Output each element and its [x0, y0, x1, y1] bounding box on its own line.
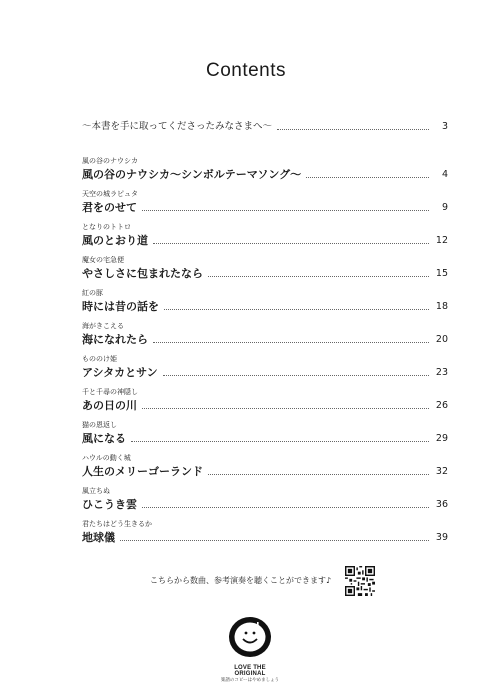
toc-page-number: 15 [435, 268, 448, 279]
toc-row [82, 166, 448, 182]
toc-row [82, 265, 448, 281]
logo-title: LOVE THE ORIGINAL [234, 665, 266, 677]
toc-movie-title: ハウルの動く城 [82, 454, 131, 462]
toc-song-title: ひこうき雲 [82, 498, 137, 511]
toc-song-title: 海になれたら [82, 333, 148, 346]
toc-page-number: 3 [441, 121, 448, 132]
toc-song-title: 風の谷のナウシカ～シンボルテーマソング～ [82, 168, 302, 181]
toc-row [82, 529, 448, 545]
dot-leader [163, 375, 429, 376]
toc-song-title: あの日の川 [82, 399, 137, 412]
toc-page-number: 20 [435, 334, 448, 345]
toc-entry [82, 157, 448, 182]
dot-leader [306, 177, 429, 178]
dot-leader [208, 474, 429, 475]
toc-entry [82, 256, 448, 281]
toc-entry [82, 118, 448, 134]
toc-page-number: 36 [435, 499, 448, 510]
toc-movie-title: となりのトトロ [82, 223, 131, 231]
toc-movie-title: 千と千尋の神隠し [82, 388, 138, 396]
toc-entry [82, 322, 448, 347]
dot-leader [142, 408, 429, 409]
logo-subtitle: 楽譜のコピーはやめましょう [220, 678, 280, 683]
dot-leader [142, 507, 429, 508]
toc-entry [82, 289, 448, 314]
toc-row [82, 232, 448, 248]
toc-song-title: 君をのせて [82, 201, 137, 214]
toc-page-number: 29 [435, 433, 448, 444]
toc-row [82, 298, 448, 314]
toc-entry [82, 223, 448, 248]
toc-page-number: 26 [435, 400, 448, 411]
toc-entry [82, 388, 448, 413]
toc-page-number: 18 [435, 301, 448, 312]
toc-song-title: 時には昔の話を [82, 300, 159, 313]
dot-leader [131, 441, 429, 442]
toc-song-title: 人生のメリーゴーランド [82, 465, 203, 478]
audio-note: こちらから数曲、参考演奏を聴くことができます♪ [150, 576, 332, 585]
toc-song-title: アシタカとサン [82, 366, 158, 379]
toc-entry [82, 520, 448, 545]
dot-leader [142, 210, 429, 211]
toc-entry [82, 355, 448, 380]
toc-page-number: 9 [441, 202, 448, 213]
toc-movie-title: 天空の城ラピュタ [82, 190, 138, 198]
dot-leader [120, 540, 429, 541]
toc-song-title: ～本書を手に取ってくださったみなさまへ～ [82, 121, 273, 132]
toc-movie-title: 海がきこえる [82, 322, 124, 330]
toc-row [82, 331, 448, 347]
toc-page-number: 39 [435, 532, 448, 543]
toc-movie-title: 風の谷のナウシカ [82, 157, 138, 165]
dot-leader [208, 276, 429, 277]
toc-movie-title: もののけ姫 [82, 355, 117, 363]
toc-row [82, 430, 448, 446]
qr-code-icon[interactable] [345, 566, 375, 596]
toc-movie-title: 風立ちぬ [82, 487, 110, 495]
dot-leader [153, 342, 429, 343]
toc-entry [82, 421, 448, 446]
page-title: Contents [205, 60, 287, 81]
toc-row [82, 463, 448, 479]
toc-entry [82, 487, 448, 512]
toc-entry [82, 190, 448, 215]
toc-row [82, 496, 448, 512]
dot-leader [164, 309, 429, 310]
toc-song-title: 地球儀 [82, 531, 115, 544]
smiling-note-logo [227, 614, 273, 660]
toc-row [82, 364, 448, 380]
toc-movie-title: 君たちはどう生きるか [82, 520, 152, 528]
toc-row [82, 199, 448, 215]
love-the-original-logo [220, 614, 280, 683]
toc-row [82, 118, 448, 134]
toc-page-number: 12 [435, 235, 448, 246]
dot-leader [153, 243, 429, 244]
toc-movie-title: 猫の恩返し [82, 421, 117, 429]
toc-song-title: やさしさに包まれたなら [82, 267, 203, 280]
toc-song-title: 風のとおり道 [82, 234, 148, 247]
toc-movie-title: 魔女の宅急便 [82, 256, 124, 264]
dot-leader [277, 129, 429, 130]
toc-row [82, 397, 448, 413]
toc-entry [82, 454, 448, 479]
toc-page-number: 32 [435, 466, 448, 477]
toc-movie-title: 紅の豚 [82, 289, 103, 297]
toc-song-title: 風になる [82, 432, 126, 445]
toc-page-number: 4 [441, 169, 448, 180]
toc-page-number: 23 [435, 367, 448, 378]
